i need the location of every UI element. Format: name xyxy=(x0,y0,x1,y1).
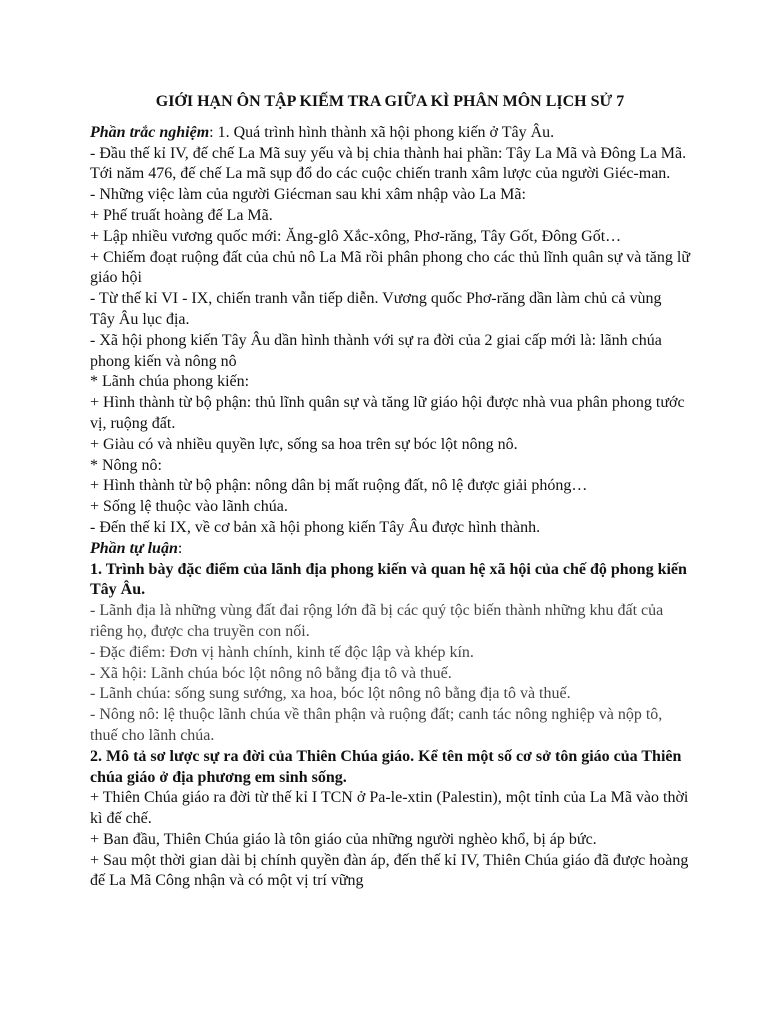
content-line: + Chiếm đoạt ruộng đất của chủ nô La Mã rồi phân phong cho các thủ lĩnh quân sự và tăng lữ giáo hội xyxy=(90,248,690,287)
content-line: + Sống lệ thuộc vào lãnh chúa. xyxy=(90,498,288,516)
answer-line: - Nông nô: lệ thuộc lãnh chúa về thân phận và ruộng đất; canh tác nông nghiệp và nộp tô, thuế cho lãnh chúa. xyxy=(90,706,663,744)
section-label: Phần trắc nghiệm xyxy=(90,123,210,141)
question-heading: 2. Mô tả sơ lược sự ra đời của Thiên Chúa giáo. Kể tên một số cơ sở tôn giáo của Thiên chúa giáo ở địa phương em sinh sống. xyxy=(90,747,682,786)
answer-line: + Ban đầu, Thiên Chúa giáo là tôn giáo của những người nghèo khổ, bị áp bức. xyxy=(90,830,597,848)
answer-line: + Thiên Chúa giáo ra đời từ thế kỉ I TCN ở Pa-le-xtin (Palestin), một tỉnh của La Mã vào thời kì đế chế. xyxy=(90,789,689,828)
section-topic: : 1. Quá trình hình thành xã hội phong kiến ở Tây Âu. xyxy=(209,123,555,141)
section-colon: : xyxy=(177,539,183,557)
content-line: + Phế truất hoàng đế La Mã. xyxy=(90,206,273,224)
question-heading: 1. Trình bày đặc điểm của lãnh địa phong kiến và quan hệ xã hội của chế độ phong kiến Tây Âu. xyxy=(90,560,687,599)
content-line: - Từ thế kỉ VI - IX, chiến tranh vẫn tiếp diễn. Vương quốc Phơ-răng dần làm chủ cả vùng Tây Âu lục địa. xyxy=(90,290,662,328)
content-line: - Đầu thế kỉ IV, đế chế La Mã suy yếu và bị chia thành hai phần: Tây La Mã và Đông La Mã. Tới năm 476, đế chế La mã sụp đổ do các cuộc chiến tranh xâm lược của người Giéc-man. xyxy=(90,144,687,183)
content-line: - Xã hội phong kiến Tây Âu dần hình thành với sự ra đời của 2 giai cấp mới là: lãnh chúa phong kiến và nông nô xyxy=(90,331,662,370)
content-line: + Lập nhiều vương quốc mới: Ăng-glô Xắc-xông, Phơ-răng, Tây Gốt, Đông Gốt… xyxy=(90,227,622,245)
content-line: + Giàu có và nhiều quyền lực, sống sa hoa trên sự bóc lột nông nô. xyxy=(90,435,518,453)
section-label: Phần tự luận xyxy=(90,539,178,557)
content-line: * Lãnh chúa phong kiến: xyxy=(90,373,250,391)
document-page xyxy=(90,92,690,892)
answer-line: - Lãnh chúa: sống sung sướng, xa hoa, bóc lột nông nô bằng địa tô và thuế. xyxy=(90,685,571,703)
answer-line: + Sau một thời gian dài bị chính quyền đàn áp, đến thế kỉ IV, Thiên Chúa giáo đã được hoàng đế La Mã Công nhận và có một vị trí vững xyxy=(90,851,689,890)
multiple-choice-section xyxy=(90,123,690,539)
page-title: GIỚI HẠN ÔN TẬP KIẾM TRA GIỮA KÌ PHÂN MÔN LỊCH SỬ 7 xyxy=(155,93,625,110)
answer-line: - Đặc điểm: Đơn vị hành chính, kinh tế độc lập và khép kín. xyxy=(90,643,474,661)
answer-line: - Xã hội: Lãnh chúa bóc lột nông nô bằng địa tô và thuế. xyxy=(90,664,452,682)
content-line: - Đến thế kỉ IX, về cơ bản xã hội phong kiến Tây Âu được hình thành. xyxy=(90,518,541,536)
content-line: + Hình thành từ bộ phận: thủ lĩnh quân sự và tăng lữ giáo hội được nhà vua phân phong tước vị, ruộng đất. xyxy=(90,394,685,432)
content-line: * Nông nô: xyxy=(90,456,162,474)
section-intro xyxy=(90,539,690,560)
content-line: - Những việc làm của người Giécman sau khi xâm nhập vào La Mã: xyxy=(90,186,526,204)
answer-line: - Lãnh địa là những vùng đất đai rộng lớn đã bị các quý tộc biến thành những khu đất của riêng họ, được cha truyền con nối. xyxy=(90,602,664,640)
essay-section xyxy=(90,539,690,893)
section-intro xyxy=(90,123,690,144)
content-line: + Hình thành từ bộ phận: nông dân bị mất ruộng đất, nô lệ được giải phóng… xyxy=(90,477,588,495)
